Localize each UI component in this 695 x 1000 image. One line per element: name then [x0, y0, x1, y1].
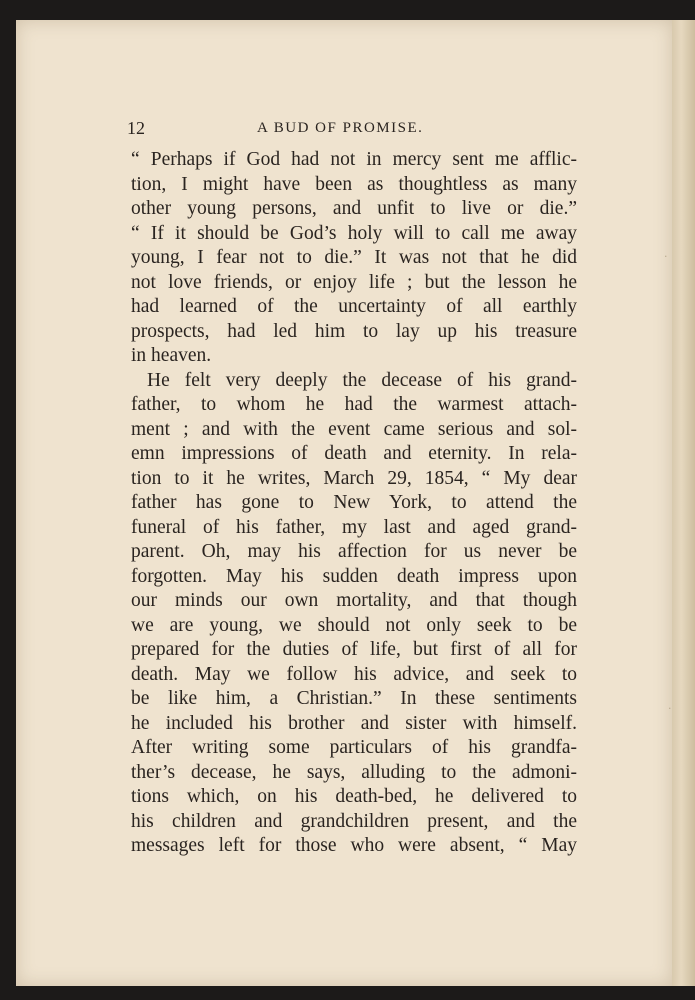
text-line: messages left for those who were absent, “ May	[131, 835, 577, 856]
text-line: emn impressions of death and eternity. In rela-	[131, 443, 577, 464]
text-line: prospects, had led him to lay up his treasure	[131, 320, 577, 342]
running-header	[127, 118, 575, 140]
next-page-edge	[672, 20, 695, 986]
text-line: tion to it he writes, March 29, 1854, “ My dear	[131, 467, 577, 489]
text-line: not love friends, or enjoy life ; but the lesson he	[131, 271, 577, 293]
page-number: 12	[127, 118, 145, 138]
page-speck: ·	[668, 702, 672, 715]
text-line: young, I fear not to die.” It was not that he did	[131, 247, 577, 268]
text-line: father, to whom he had the warmest attach-	[131, 394, 577, 415]
text-line: prepared for the duties of life, but first of all for	[131, 639, 577, 660]
text-line: He felt very deeply the decease of his grand-	[147, 369, 577, 391]
text-line: in heaven.	[131, 345, 212, 366]
text-line: forgotten. May his sudden death impress upon	[131, 565, 577, 587]
text-line: death. May we follow his advice, and seek to	[131, 663, 577, 685]
text-line: had learned of the uncertainty of all earthly	[131, 296, 577, 317]
text-line: funeral of his father, my last and aged grand-	[131, 516, 577, 538]
text-line: parent. Oh, may his affection for us never be	[131, 541, 577, 562]
text-line: his children and grandchildren present, and the	[131, 810, 577, 832]
text-line: he included his brother and sister with himself.	[131, 712, 577, 734]
text-line: father has gone to New York, to attend the	[131, 492, 577, 513]
text-line: “ If it should be God’s holy will to call me away	[131, 222, 577, 244]
text-line: After writing some particulars of his grandfa-	[131, 737, 577, 758]
text-line: be like him, a Christian.” In these sentiments	[131, 688, 577, 709]
text-line: we are young, we should not only seek to be	[131, 614, 577, 636]
text-line: other young persons, and unfit to live or die.”	[131, 198, 577, 219]
text-line: our minds our own mortality, and that though	[131, 590, 577, 611]
page-speck: ·	[664, 250, 668, 263]
text-line: ment ; and with the event came serious and sol-	[131, 418, 577, 440]
text-line: tions which, on his death-bed, he delivered to	[131, 786, 577, 807]
text-line: “ Perhaps if God had not in mercy sent me afflic-	[131, 149, 577, 170]
body-text	[131, 148, 577, 859]
running-title: A BUD OF PROMISE.	[257, 120, 424, 136]
text-line: tion, I might have been as thoughtless as many	[131, 173, 577, 195]
text-line: ther’s decease, he says, alluding to the admoni-	[131, 761, 577, 783]
